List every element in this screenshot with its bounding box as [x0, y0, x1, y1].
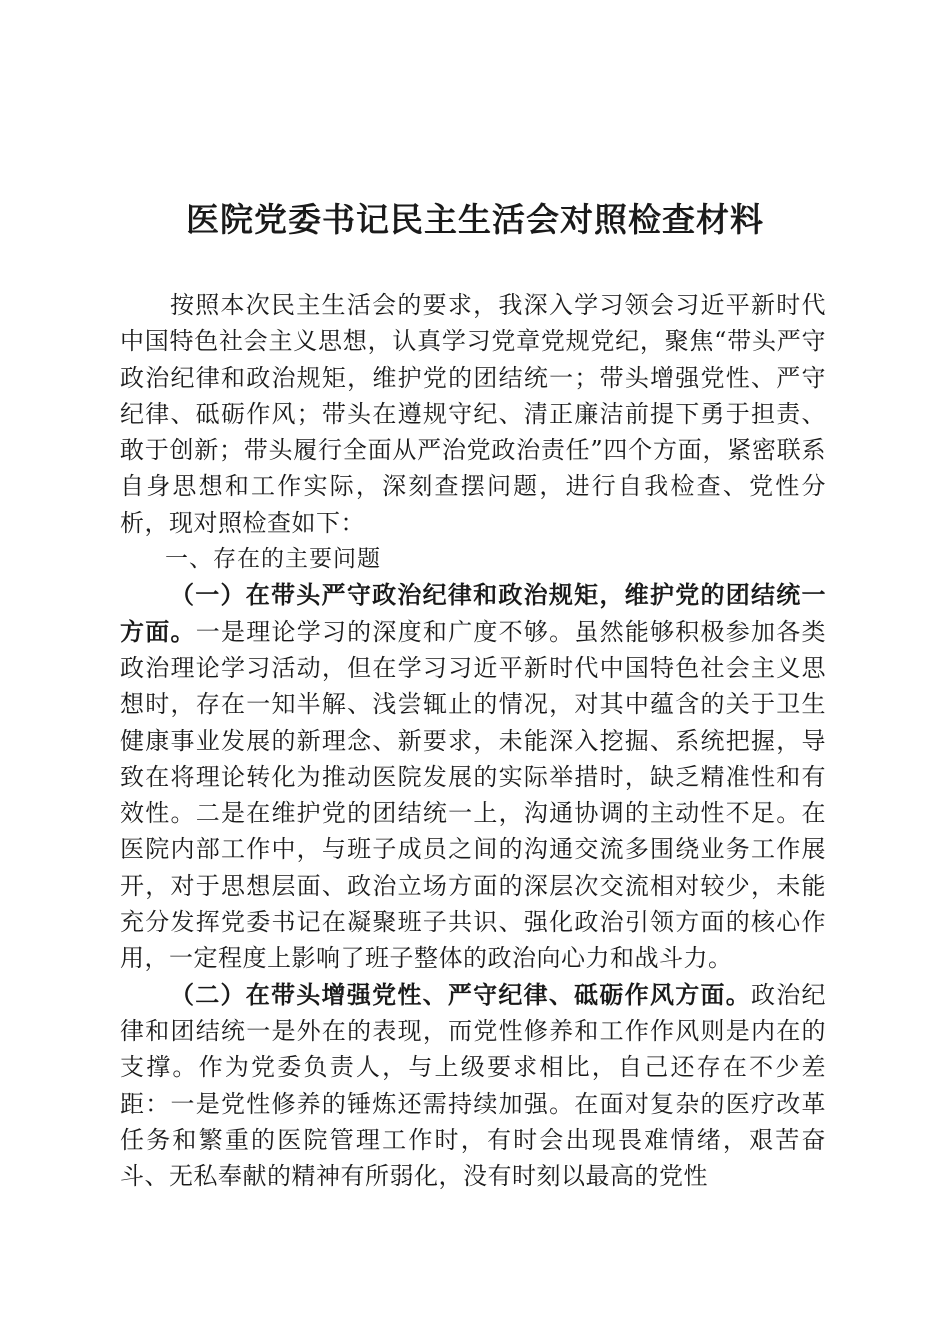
subsection-paragraph-2: [120, 977, 826, 1195]
subsection-heading-1: （一）在带头严守政治纪律和政治规矩，维护党的团结统一方面。: [120, 580, 826, 646]
document-title: 医院党委书记民主生活会对照检查材料: [186, 200, 764, 239]
subsection-body-1: 一是理论学习的深度和广度不够。虽然能够积极参加各类政治理论学习活动，但在学习习近平新时代中国特色社会主义思想时，存在一知半解、浅尝辄止的情况，对其中蕴含的关于卫生健康事业发展的新理念、新要求，未能深入挖掘、系统把握，导致在将理论转化为推动医院发展的实际举措时，缺乏精准性和有效性。二是在维护党的团结统一上，沟通协调的主动性不足。在医院内部工作中，与班子成员之间的沟通交流多围绕业务工作展开，对于思想层面、政治立场方面的深层次交流相对较少，未能充分发挥党委书记在凝聚班子共识、强化政治引领方面的核心作用，一定程度上影响了班子整体的政治向心力和战斗力。: [120, 617, 827, 973]
subsection-paragraph-1: [120, 577, 826, 976]
intro-paragraph: 按照本次民主生活会的要求，我深入学习领会习近平新时代中国特色社会主义思想，认真学习党章党规党纪，聚焦“带头严守政治纪律和政治规矩，维护党的团结统一；带头增强党性、严守纪律、砥砺作风；带头在遵规守纪、清正廉洁前提下勇于担责、敢于创新；带头履行全面从严治党政治责任”四个方面，紧密联系自身思想和工作实际，深刻查摆问题，进行自我检查、党性分析，现对照检查如下：: [120, 291, 826, 537]
document-body: [120, 287, 826, 1194]
subsection-heading-2: （二）在带头增强党性、严守纪律、砥砺作风方面。: [170, 979, 751, 1009]
subsection-body-2: 政治纪律和团结统一是外在的表现，而党性修养和工作作风则是内在的支撑。作为党委负责人，与上级要求相比，自己还存在不少差距：一是党性修养的锤炼还需持续加强。在面对复杂的医疗改革任务和繁重的医院管理工作时，有时会出现畏难情绪，艰苦奋斗、无私奉献的精神有所弱化，没有时刻以最高的党性: [120, 980, 827, 1191]
section-heading-problems: 一、存在的主要问题: [165, 546, 381, 573]
